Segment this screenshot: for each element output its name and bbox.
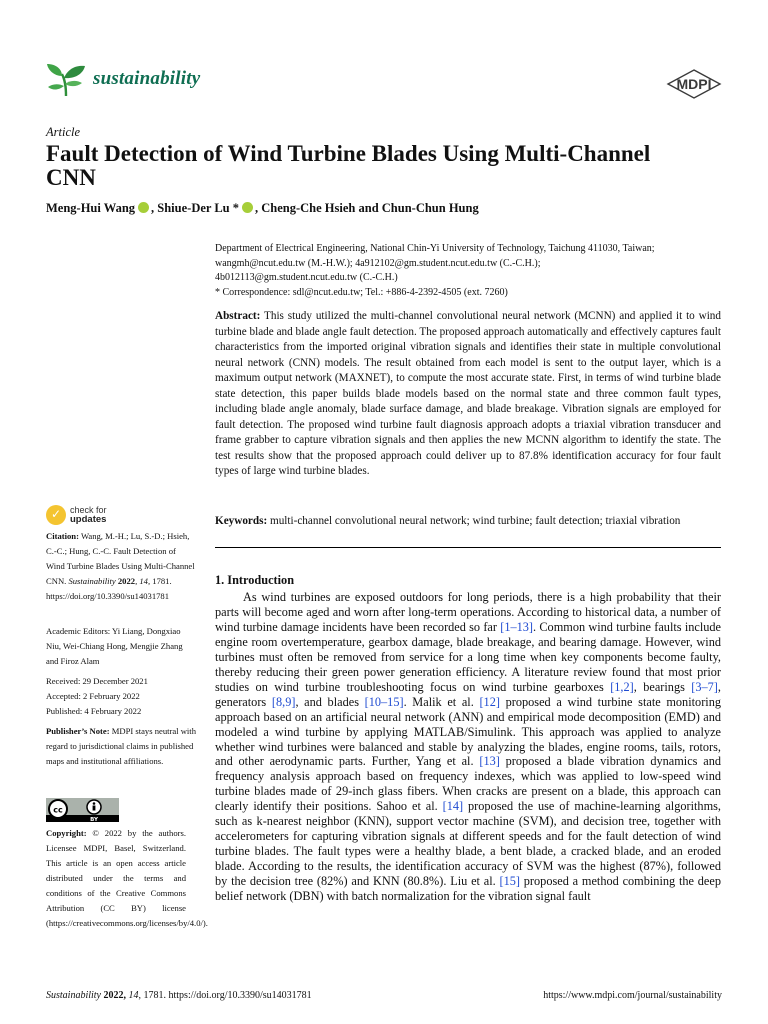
keywords-label: Keywords: <box>215 515 268 527</box>
check-updates-line1: check for <box>70 505 107 515</box>
footer-year: 2022, <box>103 990 126 1001</box>
orcid-icon[interactable] <box>138 202 149 213</box>
citation-doi[interactable]: 1781. https://doi.org/10.3390/su14031781 <box>46 576 172 601</box>
abstract <box>215 309 721 480</box>
accepted-date: Accepted: 2 February 2022 <box>46 691 140 701</box>
footer-journal: Sustainability <box>46 990 101 1001</box>
creative-commons-license-icon[interactable] <box>46 798 119 822</box>
abstract-text: This study utilized the multi-channel convolutional neural network (MCNN) and applied it to wind turbine blade and blade angle fault detection. The proposed approach automatically and effectively captures fault characteristics from the imported original vibration signals and identifies their state in multiple convolutional neural network (CNN) models. The result obtained from each model is sent to the output layer, which is a maximum output network (MAXNET), to compute the most accurate state. First, in terms of wind turbine blade state detection, this paper builds blade models based on the normal state and three common fault types, including blade angle anomaly, blade surface damage, and blade breakage. Vibration signals are employed for fault detection. The proposed wind turbine fault diagnosis approach adopts a triaxial vibration transducer and frame grabber to capture vibration signals and then applies the new MCNN algorithm to identify the state. The test results show that the proposed approach could deliver up to 87.8% identification accuracy for four fault types of large wind turbine blades. <box>215 310 721 477</box>
intro-text: , bearings <box>633 679 685 694</box>
reference-link[interactable]: [12] <box>479 694 500 709</box>
abstract-label: Abstract: <box>215 310 261 322</box>
publisher-note-text: MDPI stays neutral with regard to jurisdictional claims in published maps and institutional affiliations. <box>46 726 196 766</box>
copyright-notice <box>46 826 208 931</box>
copyright-text: © 2022 by the authors. Licensee MDPI, Basel, Switzerland. This article is an open access article distributed under the terms and conditions of the Creative Commons Attribution (CC BY) license (https://creativecommons.org/licenses/by/4.0/). <box>46 828 208 928</box>
introduction-body <box>215 590 721 904</box>
affiliation-line: 4b012113@gm.student.ncut.edu.tw (C.-C.H.) <box>215 272 398 284</box>
intro-text: proposed a method combining the deep belief network (DBN) with batch normalization for the vibration signal fault <box>215 874 721 904</box>
keywords <box>215 514 721 529</box>
author-list <box>46 201 479 216</box>
journal-name: sustainability <box>93 68 201 89</box>
reference-link[interactable]: [10–15] <box>364 694 404 709</box>
reference-link[interactable]: [15] <box>499 874 520 889</box>
leaf-sprout-icon <box>44 62 88 98</box>
publication-dates <box>46 674 196 719</box>
citation-text: Wang, M.-H.; Lu, S.-D.; Hsieh, C.-C.; Hung, C.-C. Fault Detection of Wind Turbine Blades Using Multi-Channel CNN. <box>46 531 195 586</box>
reference-link[interactable]: [1–13] <box>500 619 534 634</box>
check-updates-line2: updates <box>70 514 107 525</box>
copyright-label: Copyright: <box>46 828 87 838</box>
article-title: Fault Detection of Wind Turbine Blades Using Multi-Channel CNN <box>46 141 651 190</box>
intro-text: proposed the use of machine-learning algorithms, such as k-nearest neighbor (KNN), support vector machine (SVM), and decision tree, together with accelerometers for capturing vibration signals at different speeds and for the fault detection of wind turbine blades. The fault types were a healthy blade, a bent blade, a cracked blade, and an eroded blade. According to the results, the identification accuracy of SVM was the highest (87%), followed by the decision tree (82%) and KNN (80.8%). Liu et al. <box>215 799 721 889</box>
divider <box>215 547 721 548</box>
check-updates-icon: ✓ <box>46 505 66 525</box>
intro-text: As wind turbines are exposed outdoors for long periods, there is a high probability that their parts will become aged and worn after long-term operations. According to historical data, a number of wind turbine damage incidents have been recorded so far <box>215 590 721 634</box>
publisher-note <box>46 724 196 769</box>
check-for-updates-button[interactable] <box>46 505 186 527</box>
section-heading: 1. Introduction <box>215 573 295 587</box>
reference-link[interactable]: [1,2] <box>610 679 634 694</box>
intro-text: proposed a blade vibration dynamics and frequency analysis approach based on frequency indexes, which was applied to low-speed wind turbine blades made of 29-inch glass fibers. When cracks are present on a blade, this approach can clearly identify their positions. Sahoo et al. <box>215 754 722 814</box>
article-type: Article <box>46 125 81 139</box>
published-date: Published: 4 February 2022 <box>46 706 142 716</box>
keywords-text: multi-channel convolutional neural network; wind turbine; fault detection; triaxial vibration <box>270 515 681 527</box>
affiliation-line: wangmh@ncut.edu.tw (M.-H.W.); 4a912102@gm.student.ncut.edu.tw (C.-C.H.); <box>215 257 541 269</box>
intro-text: , generators <box>215 679 721 709</box>
reference-link[interactable]: [14] <box>442 799 464 814</box>
affiliation-line: Department of Electrical Engineering, National Chin-Yi University of Technology, Taichung 411030, Taiwan; <box>215 243 655 254</box>
orcid-icon[interactable] <box>242 202 253 213</box>
intro-text: proposed a wind turbine state monitoring approach based on an artificial neural network (ANN) and empirical mode decomposition (EMD) and modeled a wind turbine by applying MATLAB/Simulink. This approach was applied to analyze whether wind turbines were balanced and stable by analyzing the blades, engine rooms, tails, rotors, and other aerodynamic parts. Further, Yang et al. <box>215 694 721 769</box>
citation-block: Citation: Wang, M.-H.; Lu, S.-D.; Hsieh, C.-C.; Hung, C.-C. Fault Detection of Wind Turbine Blades Using Multi-Channel CNN. Sustainability 2022, 14, 1781. https://doi.org/10.3390/su14031781 <box>46 531 195 601</box>
reference-link[interactable]: [3–7] <box>691 679 718 694</box>
author-separator: , <box>255 201 262 215</box>
intro-text: . Common wind turbine faults include engine room overtemperature, gearbox damage, blade breakage, and bearing damage. However, wind turbines must often be removed from service for a long time when key components become faulty, thereby reducing their green power generation efficiency. A literature review found that most prior studies on wind turbine troubleshooting focus on wind turbine gearboxes <box>215 619 722 694</box>
reference-link[interactable]: [13] <box>479 754 500 769</box>
svg-text:cc: cc <box>53 805 63 815</box>
citation-year: 2022 <box>117 576 136 586</box>
correspondence-line: * Correspondence: sdl@ncut.edu.tw; Tel.: +886-4-2392-4505 (ext. 7260) <box>215 286 508 298</box>
footer-volume: 14, <box>128 990 141 1001</box>
citation-label: Citation: <box>46 531 79 541</box>
footer-doi[interactable]: 1781. https://doi.org/10.3390/su14031781 <box>143 990 312 1001</box>
cc-by-label: BY <box>90 817 98 822</box>
citation-volume: 14, <box>139 576 151 586</box>
intro-text: , and blades <box>295 694 359 709</box>
citation-journal: Sustainability <box>68 576 116 586</box>
intro-text: . Malik et al. <box>403 694 474 709</box>
footer-citation <box>46 990 312 1001</box>
author-separator: , <box>151 201 158 215</box>
affiliations <box>215 242 725 300</box>
author-name[interactable]: Cheng-Che Hsieh and Chun-Chun Hung <box>261 201 479 215</box>
author-name[interactable]: Shiue-Der Lu * <box>157 201 240 215</box>
academic-editors: Academic Editors: Yi Liang, Dongxiao Niu, Wei-Chiang Hong, Mengjie Zhang and Firoz Alam <box>46 626 183 666</box>
publisher-logo-text: MDPI <box>676 76 712 92</box>
reference-link[interactable]: [8,9] <box>271 694 296 709</box>
footer-journal-url[interactable]: https://www.mdpi.com/journal/sustainability <box>543 990 722 1001</box>
author-name[interactable]: Meng-Hui Wang <box>46 201 136 215</box>
publisher-note-label: Publisher’s Note: <box>46 726 110 736</box>
received-date: Received: 29 December 2021 <box>46 676 148 686</box>
